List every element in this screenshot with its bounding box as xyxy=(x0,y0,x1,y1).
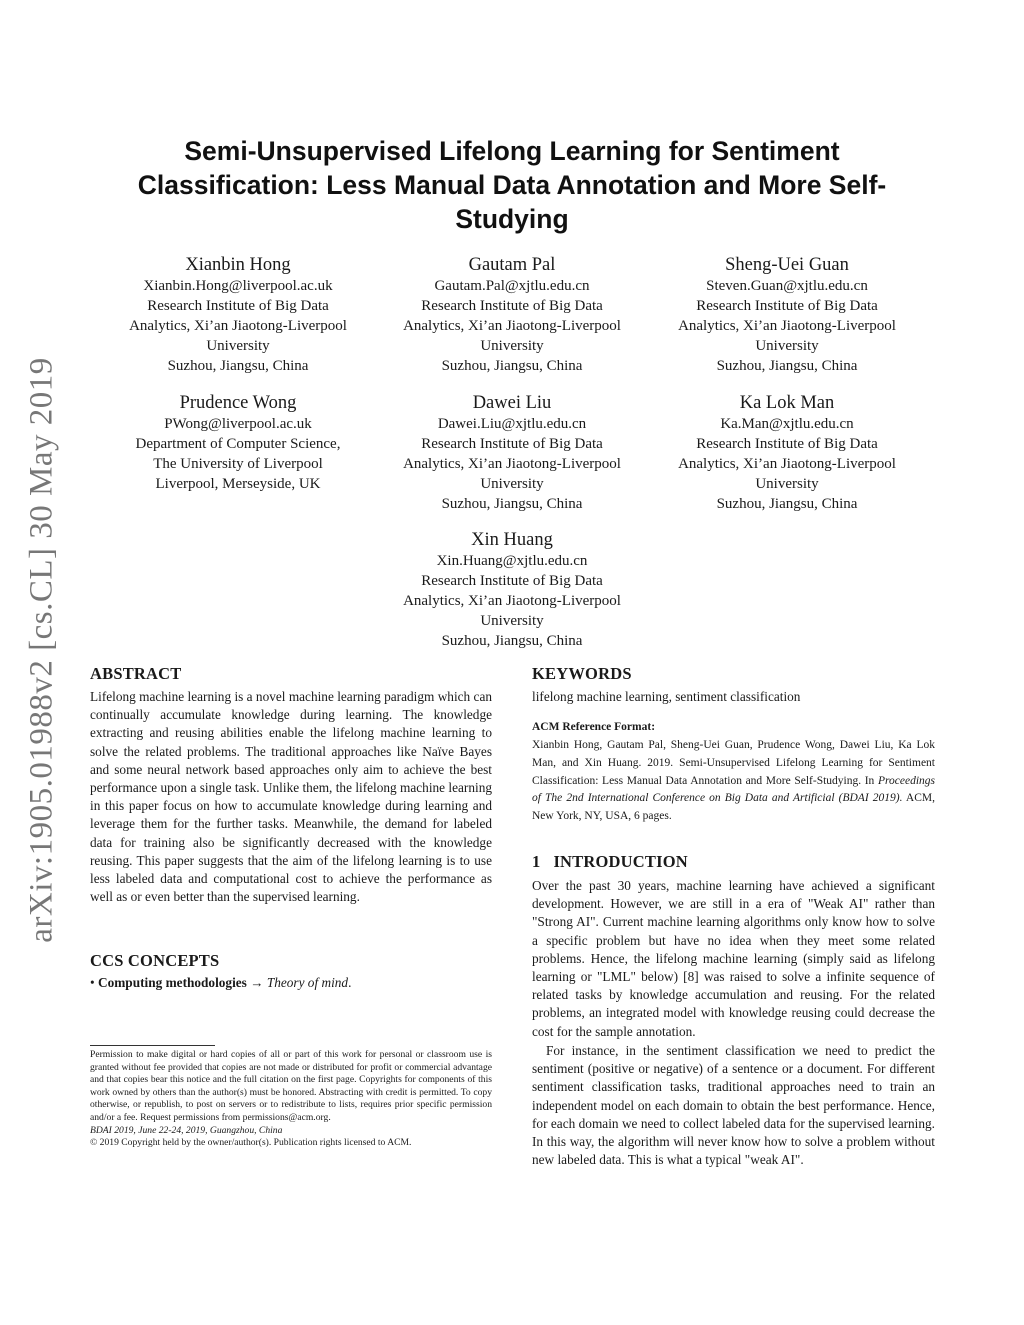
author-email: Dawei.Liu@xjtlu.edu.cn xyxy=(437,416,587,432)
author-affiliation-line: Research Institute of Big Data xyxy=(696,436,878,452)
author-email: Xianbin.Hong@liverpool.ac.uk xyxy=(143,278,333,294)
ccs-period: . xyxy=(348,975,352,990)
author-affiliation-line: Liverpool, Merseyside, UK xyxy=(155,476,321,492)
author-block xyxy=(103,254,373,376)
author-name: Xianbin Hong xyxy=(185,255,291,275)
ccs-concept-line xyxy=(90,975,351,991)
author-affiliation-line: Suzhou, Jiangsu, China xyxy=(167,358,309,374)
author-affiliation-line: Analytics, Xi’an Jiaotong-Liverpool xyxy=(403,318,621,334)
author-affiliation-line: Suzhou, Jiangsu, China xyxy=(716,496,858,512)
author-affiliation-line: Research Institute of Big Data xyxy=(421,436,603,452)
acm-reference-body: Xianbin Hong, Gautam Pal, Sheng-Uei Guan, Prudence Wong, Dawei Liu, Ka Lok Man, and Xin Huang. 2019. Semi-Unsupervised Lifelong Learning for Sentiment Classification: Less Manual Data Annotation and More Self-Studying. In xyxy=(532,739,935,787)
ccs-arrow: → xyxy=(250,975,264,990)
author-affiliation-line: Research Institute of Big Data xyxy=(421,298,603,314)
section-title: INTRODUCTION xyxy=(553,852,688,871)
author-name: Dawei Liu xyxy=(472,393,552,413)
introduction-paragraph: For instance, in the sentiment classification we need to predict the sentiment (positive or negative) of a sentence or a document. For different sentiment classification tasks, traditional approaches need to train an independent model on each domain to obtain the best performance. Hence, for each domain we need to collect labeled data for the supervised learning. In this way, the algorithm will never know how to solve a problem without new labeled data. This is what a typical "weak AI". xyxy=(532,1043,935,1168)
author-name: Prudence Wong xyxy=(179,393,297,413)
author-email: Steven.Guan@xjtlu.edu.cn xyxy=(706,278,868,294)
author-affiliation-line: University xyxy=(206,338,270,354)
author-name: Gautam Pal xyxy=(468,255,556,275)
ccs-category: Computing methodologies xyxy=(97,975,247,990)
abstract-heading: ABSTRACT xyxy=(90,664,182,683)
author-email: Gautam.Pal@xjtlu.edu.cn xyxy=(434,278,590,294)
author-affiliation-line: Research Institute of Big Data xyxy=(696,298,878,314)
author-affiliation-line: University xyxy=(480,613,544,629)
abstract-text: Lifelong machine learning is a novel machine learning paradigm which can continually accumulate knowledge during learning. The knowledge extracting and reusing abilities enable the lifelong machine learning to solve the related problems. The traditional approaches like Naïve Bayes and some neural network based approaches only aim to achieve the best performance upon a single task. Unlike them, the lifelong machine learning in this paper focus on how to accumulate knowledge during learning and leverage them for the further tasks. Meanwhile, the demand for labeled data for training also be significantly decreased with the knowledge reusing. This paper suggests that the aim of the lifelong learning is to use less labeled data and computational cost to achieve the performance as well as or even better than the supervised learning. xyxy=(90,689,492,905)
ccs-heading: CCS CONCEPTS xyxy=(90,951,220,970)
arxiv-identifier-stamp: arXiv:1905.01988v2 [cs.CL] 30 May 2019 xyxy=(23,357,60,943)
author-affiliation-line: University xyxy=(480,338,544,354)
author-block xyxy=(377,529,647,651)
author-affiliation-line: Suzhou, Jiangsu, China xyxy=(441,496,583,512)
author-block xyxy=(652,392,922,514)
author-block xyxy=(377,254,647,376)
author-affiliation-line: Suzhou, Jiangsu, China xyxy=(441,358,583,374)
permission-footnote xyxy=(90,1049,492,1150)
author-affiliation-line: Analytics, Xi’an Jiaotong-Liverpool xyxy=(403,593,621,609)
introduction-paragraph: Over the past 30 years, machine learning have achieved a significant development. However, we are still in a era of "Weak AI" rather than "Strong AI". Current machine learning algorithms only know how to solve a specific problem but have no idea when they meet some related problems. Hence, the lifelong machine learning (simply said as lifelong learning or "LML" below) [8] was raised to solve a infinite sequence of related tasks by knowledge accumulation and reusing. For the related problems, an integrated model with knowledge reusing could decrease the cost for the sample annotation. xyxy=(532,878,935,1039)
author-name: Xin Huang xyxy=(471,530,553,550)
author-affiliation-line: Suzhou, Jiangsu, China xyxy=(716,358,858,374)
paper-title: Semi-Unsupervised Lifelong Learning for Sentiment Classification: Less Manual Data Annotation and More Self-Studying xyxy=(137,136,887,234)
author-affiliation-line: Analytics, Xi’an Jiaotong-Liverpool xyxy=(403,456,621,472)
author-name: Ka Lok Man xyxy=(739,393,835,413)
author-email: Xin.Huang@xjtlu.edu.cn xyxy=(436,553,588,569)
author-affiliation-line: Research Institute of Big Data xyxy=(421,573,603,589)
author-affiliation-line: Analytics, Xi’an Jiaotong-Liverpool xyxy=(129,318,347,334)
keywords-text: lifelong machine learning, sentiment classification xyxy=(532,689,801,704)
author-name: Sheng-Uei Guan xyxy=(725,255,849,275)
acm-reference-proceedings: Proceedings of The 2nd International Conference on Big Data and Artificial (BDAI 2019). xyxy=(532,774,935,805)
author-affiliation-line: Research Institute of Big Data xyxy=(147,298,329,314)
author-affiliation-line: University xyxy=(755,476,819,492)
copyright-notice: © 2019 Copyright held by the owner/author(s). Publication rights licensed to ACM. xyxy=(90,1137,412,1149)
introduction-heading xyxy=(532,852,688,872)
permission-text: Permission to make digital or hard copies of all or part of this work for personal or classroom use is granted without fee provided that copies are not made or distributed for profit or commercial advantage and that copies bear this notice and the full citation on the first page. Copyrights for components of this work owned by others than the author(s) must be honored. Abstracting with credit is permitted. To copy otherwise, or republish, to post on servers or to redistribute to lists, requires prior specific permission and/or a fee. Request permissions from permissions@acm.org. xyxy=(90,1049,492,1123)
acm-reference-text xyxy=(532,737,935,826)
author-affiliation-line: Suzhou, Jiangsu, China xyxy=(441,633,583,649)
author-affiliation-line: Analytics, Xi’an Jiaotong-Liverpool xyxy=(678,318,896,334)
author-block xyxy=(652,254,922,376)
author-affiliation-line: Analytics, Xi’an Jiaotong-Liverpool xyxy=(678,456,896,472)
ccs-bullet: • xyxy=(90,975,95,990)
ccs-concept: Theory of mind xyxy=(266,975,349,990)
author-email: Ka.Man@xjtlu.edu.cn xyxy=(720,416,854,432)
section-number: 1 xyxy=(532,852,541,871)
acm-reference-tail: ACM, New York, NY, USA, 6 pages. xyxy=(532,792,935,823)
acm-reference-heading: ACM Reference Format: xyxy=(532,721,656,733)
keywords-heading: KEYWORDS xyxy=(532,664,632,683)
author-affiliation-line: University xyxy=(755,338,819,354)
author-block xyxy=(377,392,647,514)
conference-venue: BDAI 2019, June 22-24, 2019, Guangzhou, China xyxy=(90,1124,283,1136)
author-block xyxy=(103,392,373,494)
author-affiliation-line: University xyxy=(480,476,544,492)
author-affiliation-line: Department of Computer Science, xyxy=(135,436,341,452)
author-affiliation-line: The University of Liverpool xyxy=(153,456,323,472)
footnote-divider xyxy=(90,1045,215,1046)
author-email: PWong@liverpool.ac.uk xyxy=(164,416,312,432)
